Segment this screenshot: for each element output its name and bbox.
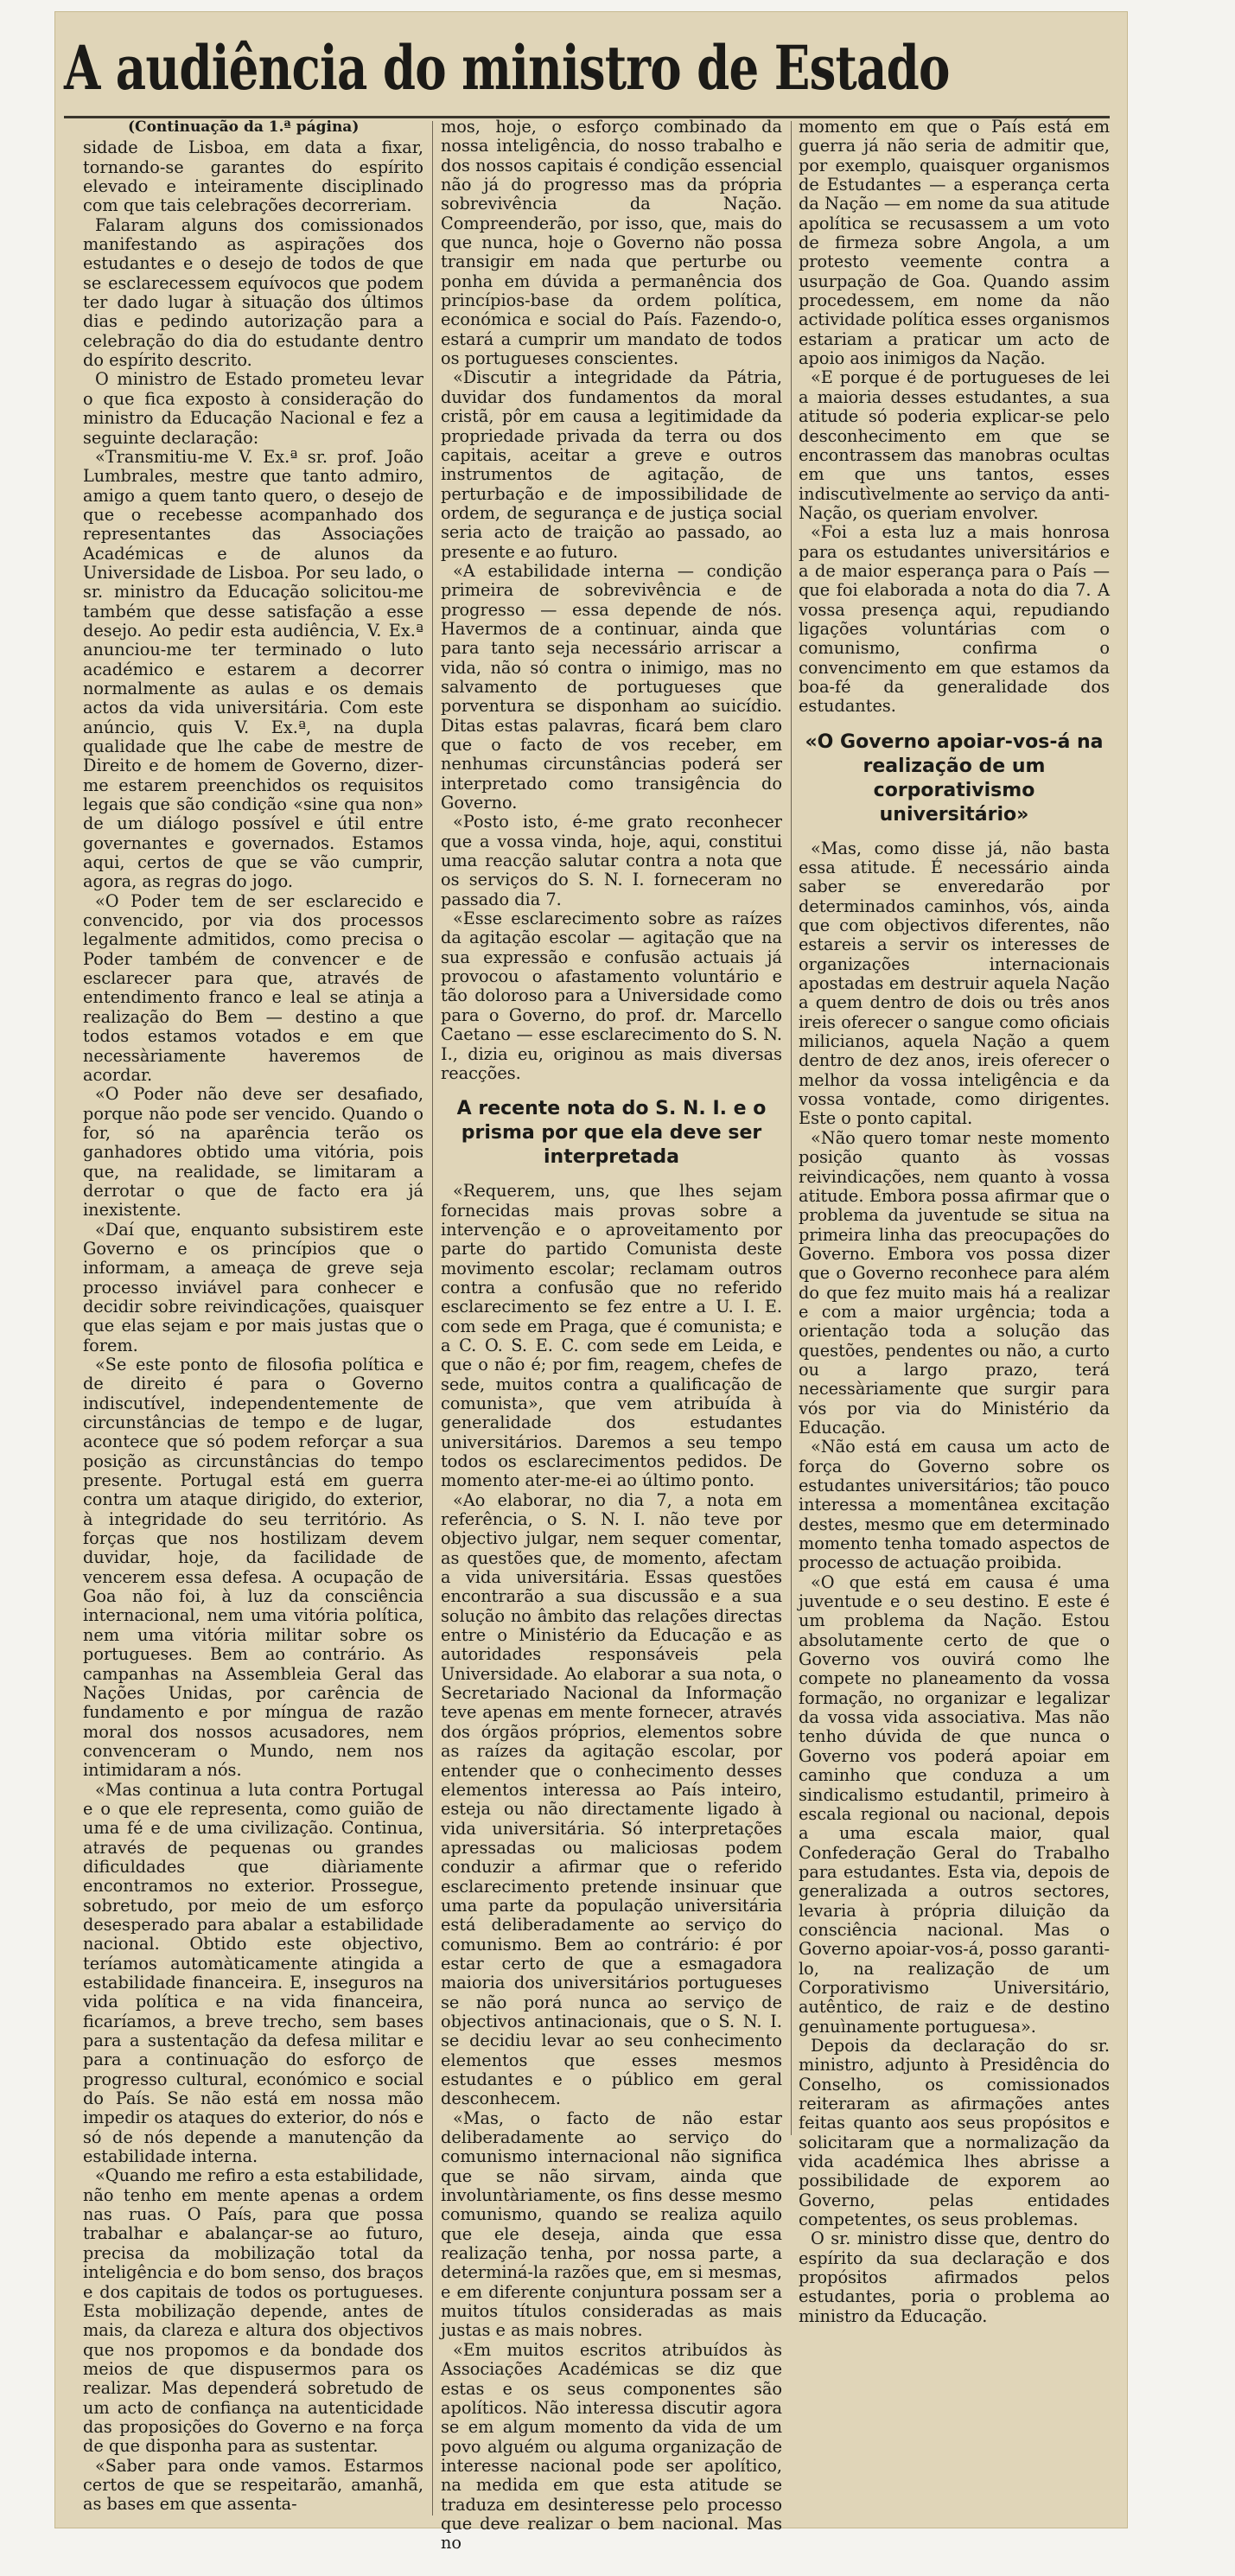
column-3-upper-paragraphs xyxy=(799,118,1110,717)
article-column-1 xyxy=(83,118,423,2516)
article-paragraph: «Transmitiu-me V. Ex.ª sr. prof. João Lumbrales, mestre que tanto admiro, amigo a quem tanto quero, o desejo de que o recebesse acompanhado dos representantes das Associações Académicas e de alunos da Universidade de Lisboa. Por seu lado, o sr. ministro da Educação solicitou-me também que desse satisfação a esse desejo. Ao pedir esta audiência, V. Ex.ª anunciou-me ter terminado o luto académico e estarem a decorrer normalmente as aulas e os demais actos da vida universitária. Com este anúncio, quis V. Ex.ª, na dupla qualidade que lhe cabe de mestre de Direito e de homem de Governo, dizer-me estarem preenchidos os requisitos legais que são condição «sine qua non» de um diálogo possível e útil entre governantes e governados. Estamos aqui, certos de que se vão cumprir, agora, as regras do jogo. xyxy=(83,446,423,892)
subhead-corporativismo: «O Governo apoiar-vos-á na realização de um corporativismo universitário» xyxy=(805,730,1104,826)
article-paragraph: «Se este ponto de filosofia política e de direito é para o Governo indiscutível, independentemente de circunstâncias de tempo e de lugar, acontece que só podem reforçar a sua posição as circunstâncias do tempo presente. Portugal está em guerra contra um ataque dirigido, do exterior, à integridade do seu território. As forças que nos hostilizam devem duvidar, hoje, da facilidade de vencerem essa defesa. A ocupação de Goa não foi, à luz da consciência internacional, nem uma vitória política, nem uma vitória militar sobre os portugueses. Bem ao contrário. As campanhas na Assembleia Geral das Nações Unidas, por carência de fundamento e por míngua de razão moral dos nossos acusadores, nem convenceram o Mundo, nem nos intimidaram a nós. xyxy=(83,1355,423,1781)
column-2-upper-paragraphs xyxy=(441,118,782,1083)
article-paragraph: «Não quero tomar neste momento posição quanto às vossas reivindicações, nem quanto à vossa atitude. Embora possa afirmar que o problema da juventude se situa na primeira linha das preocupações do Governo. Embora vos possa dizer que o Governo reconhece para além do que fez muito mais há a realizar e com a maior urgência; toda a orientação toda a solução das questões, pendentes ou não, a curto ou a largo prazo, terá necessàriamente que surgir para vós por via do Ministério da Educação. xyxy=(799,1127,1110,1438)
article-paragraph: «Discutir a integridade da Pátria, duvidar dos fundamentos da moral cristã, pôr em causa a legitimidade da propriedade privada da terra ou dos capitais, aceitar a greve e outros instrumentos de agitação, de perturbação e de impossibilidade de ordem, de segurança e de justiça social seria acto de traição ao passado, ao presente e ao futuro. xyxy=(441,367,782,562)
column-1-paragraphs xyxy=(83,138,423,2514)
article-paragraph: «Mas, o facto de não estar deliberadamente ao serviço do comunismo internacional não significa que se não sirvam, ainda que involuntàriamente, os fins desse mesmo comunismo, quando se realiza aquilo que ele deseja, ainda que essa realização tenha, por nossa parte, a determiná-la razões que, em si mesmas, e em diferente conjuntura possam ser a muitos títulos consideradas as mais justas e as mais nobres. xyxy=(441,2107,782,2341)
article-paragraph: «Requerem, uns, que lhes sejam fornecidas mais provas sobre a intervenção e o aproveitamento por parte do partido Comunista deste movimento escolar; reclamam outros contra a confusão que no referido esclarecimento se fez entre a U. I. E. com sede em Praga, que é comunista; e a C. O. S. E. C. com sede em Leida, e que o não é; por fim, reagem, chefes de sede, muitos contra a qualificação de comunista», que vem atribuída à generalidade dos estudantes universitários. Daremos a seu tempo todos os esclarecimentos pedidos. De momento ater-me-ei ao último ponto. xyxy=(441,1181,782,1491)
article-paragraph: «Mas, como disse já, não basta essa atitude. É necessário ainda saber se enveredarão por determinados caminhos, vós, ainda que com objectivos diferentes, não estareis a servir os interesses de organizações internacionais apostadas em destruir aquela Nação a quem dentro de dois ou três anos ireis oferecer o sangue como oficiais milicianos, aquela Nação a quem dentro de dez anos, ireis oferecer o melhor da vossa inteligência e da vossa vontade, como dirigentes. Este o ponto capital. xyxy=(799,838,1110,1129)
subhead-sni-note: A recente nota do S. N. I. e o prisma por que ela deve ser interpretada xyxy=(456,1098,767,1169)
article-paragraph: «Posto isto, é-me grato reconhecer que a vossa vinda, hoje, aqui, constitui uma reacção salutar contra a nota que os serviços do S. N. I. forneceram no passado dia 7. xyxy=(441,812,782,909)
column-divider-2 xyxy=(791,121,792,2135)
article-paragraph: «O que está em causa é uma juventude e o seu destino. E este é um problema da Nação. Estou absolutamente certo de que o Governo vos ouvirá como lhe compete no planeamento da vossa formação, no organizar e legalizar da vossa vida associativa. Mas não tenho dúvida de que nunca o Governo vos poderá apoiar em caminho que conduza a um sindicalismo estudantil, primeiro à escala regional ou nacional, depois a uma escala maior, qual Confederação Geral do Trabalho para estudantes. Esta via, depois de generalizada a outros sectores, levaria à própria diluição da consciência nacional. Mas o Governo apoiar-vos-á, posso garanti-lo, na realização de um Corporativismo Universitário, autêntico, de raiz e de destino genuìnamente portuguesa». xyxy=(799,1572,1110,2037)
article-paragraph: «Quando me refiro a esta estabilidade, não tenho em mente apenas a ordem nas ruas. O País, para que possa trabalhar e abalançar-se ao futuro, precisa da mobilização total da inteligência e do bom senso, dos braços e dos capitais de todos os portugueses. Esta mobilização depende, antes de mais, da clareza e altura dos objectivos que nos propomos e da bondade dos meios de que dispusermos para os realizar. Mas dependerá sobretudo de um acto de confiança na autenticidade das proposições do Governo e na força de que disponha para as sustentar. xyxy=(83,2165,423,2457)
article-paragraph: «O Poder não deve ser desafiado, porque não pode ser vencido. Quando o for, só na aparência terão os ganhadores obtido uma vitória, pois que, na realidade, se limitaram a derrotar o que de facto era já inexistente. xyxy=(83,1084,423,1221)
article-paragraph: «Em muitos escritos atribuídos às Associações Académicas se diz que estas e os seus componentes são apolíticos. Não interessa discutir agora se em algum momento da vida de um povo alguém ou alguma organização de interesse nacional pode ser apolítico, na medida em que esta atitude se traduza em desinteresse pelo processo que deve realizar o bem nacional. Mas no xyxy=(441,2339,782,2554)
article-paragraph: «Não está em causa um acto de força do Governo sobre os estudantes universitários; tão pouco interessa a momentânea excitação destes, mesmo que em determinado momento tenha tomado aspectos de processo de actuação proibida. xyxy=(799,1437,1110,1573)
article-paragraph: «Esse esclarecimento sobre as raízes da agitação escolar — agitação que na sua expressão e confusão actuais já provocou o afastamento voluntário e tão doloroso para a Universidade como para o Governo, do prof. dr. Marcello Caetano — esse esclarecimento do S. N. I., dizia eu, originou as mais diversas reacções. xyxy=(441,909,782,1083)
article-column-3 xyxy=(799,117,1110,2326)
article-paragraph: sidade de Lisboa, em data a fixar, tornando-se garantes do espírito elevado e inteiramente disciplinado com que tais celebrações decorreriam. xyxy=(83,137,423,216)
article-paragraph: «E porque é de portugueses de lei a maioria desses estudantes, a sua atitude só poderia explicar-se pelo desconhecimento em que se encontrassem das manobras ocultas em que uns tantos, esses indiscutìvelmente ao serviço da anti-Nação, os queriam envolver. xyxy=(799,367,1110,523)
article-paragraph: O ministro de Estado prometeu levar o que fica exposto à consideração do ministro da Educação Nacional e fez a seguinte declaração: xyxy=(83,369,423,448)
headline: A audiência do ministro de Estado xyxy=(64,32,950,104)
newspaper-clipping xyxy=(55,12,1127,2554)
article-paragraph: «Mas continua a luta contra Portugal e o que ele representa, como guião de uma fé e de uma civilização. Continua, através de pequenas ou grandes dificuldades que diàriamente encontramos no exterior. Prossegue, sobretudo, por meio de um esforço desesperado para abalar a estabilidade nacional. Obtido este objectivo, teríamos automàticamente atingida a estabilidade financeira. E, inseguros na vida política e na vida financeira, ficaríamos, a breve trecho, sem bases para a sustentação da defesa militar e para a continuação do esforço de progresso cultural, económico e social do País. Se não está em nossa mão impedir os ataques do exterior, do nós e só de nós depende a manutenção da estabilidade interna. xyxy=(83,1779,423,2167)
article-paragraph: «O Poder tem de ser esclarecido e convencido, por via dos processos legalmente admitidos, como precisa o Poder também de convencer e de esclarecer para que, através de entendimento franco e leal se atinja a realização do Bem — destino a que todos estamos votados e em que necessàriamente haveremos de acordar. xyxy=(83,890,423,1085)
article-paragraph: momento em que o País está em guerra já não seria de admitir que, por exemplo, quaisquer organismos de Estudantes — a esperança certa da Nação — em nome da sua atitude apolítica se recusassem a um voto de firmeza sobre Angola, a um protesto veemente contra a usurpação de Goa. Quando assim procedessem, em nome da não actividade política esses organismos estariam a praticar um acto de apoio aos inimigos da Nação. xyxy=(799,117,1110,369)
article-paragraph: Depois da declaração do sr. ministro, adjunto à Presidência do Conselho, os comissionados reiteraram as afirmações antes feitas quanto aos seus propósitos e solicitaram que a normalização da vida académica lhes abrisse a possibilidade de exporem ao Governo, pelas entidades competentes, os seus problemas. xyxy=(799,2035,1110,2230)
article-paragraph: O sr. ministro disse que, dentro do espírito da sua declaração e dos propósitos afirmados pelos estudantes, poria o problema ao ministro da Educação. xyxy=(799,2228,1110,2326)
article-paragraph: «Ao elaborar, no dia 7, a nota em referência, o S. N. I. não teve por objectivo julgar, nem sequer comentar, as questões que, de momento, afectam a vida universitária. Essas questões encontrarão a sua discussão e a sua solução no âmbito das relações directas entre o Ministério da Educação e as autoridades responsáveis pela Universidade. Ao elaborar a sua nota, o Secretariado Nacional da Informação teve apenas em mente fornecer, através dos órgãos próprios, elementos sobre as raízes da agitação escolar, por entender que o conhecimento desses elementos interessa ao País inteiro, esteja ou não directamente ligado à vida universitária. Só interpretações apressadas ou maliciosas podem conduzir a afirmar que o referido esclarecimento pretende insinuar que uma parte da população universitária está deliberadamente ao serviço do comunismo. Bem ao contrário: é por estar certo de que a esmagadora maioria dos universitários portugueses se não porá nunca ao serviço de objectivos antinacionais, que o S. N. I. se decidiu levar ao seu conhecimento elementos que esses mesmos estudantes e o público em geral desconhecem. xyxy=(441,1489,782,2109)
article-paragraph: «A estabilidade interna — condição primeira de sobrevivência e de progresso — essa depende de nós. Havermos de a continuar, ainda que para tanto seja necessário arriscar a vida, não só contra o inimigo, mas no salvamento de portugueses que porventura se disponham ao suicídio. Ditas estas palavras, ficará bem claro que o facto de vos receber, em nenhumas circunstâncias poderá ser interpretado como transigência do Governo. xyxy=(441,560,782,813)
article-paragraph: «Daí que, enquanto subsistirem este Governo e os princípios que o informam, a ameaça de greve seja processo inviável para conhecer e decidir sobre reivindicações, quaisquer que elas sejam e por mais justas que o forem. xyxy=(83,1219,423,1355)
article-column-2 xyxy=(441,117,782,2554)
column-2-lower-paragraphs xyxy=(441,1182,782,2553)
article-paragraph: Falaram alguns dos comissionados manifestando as aspirações dos estudantes e o desejo de todos de que se esclarecessem equívocos que podem ter dado lugar à situação dos últimos dias e pedindo autorização para a celebração do dia do estudante dentro do espírito descrito. xyxy=(83,214,423,371)
article-paragraph: «Saber para onde vamos. Estarmos certos de que se respeitarão, amanhã, as bases em que assenta- xyxy=(83,2455,423,2515)
article-paragraph: «Foi a esta luz a mais honrosa para os estudantes universitários e a de maior esperança para o País — que foi elaborada a nota do dia 7. A vossa presença aqui, repudiando ligações voluntárias com o comunismo, confirma o convencimento em que estamos da boa-fé da generalidade dos estudantes. xyxy=(799,522,1110,717)
article-paragraph: mos, hoje, o esforço combinado da nossa inteligência, do nosso trabalho e dos nossos capitais é condição essencial não já do progresso mas da própria sobrevivência da Nação. Compreenderão, por isso, que, mais do que nunca, hoje o Governo não possa transigir em nada que perturbe ou ponha em dúvida a permanência dos princípios-base da ordem política, económica e social do País. Fazendo-o, estará a cumprir um mandato de todos os portugueses conscientes. xyxy=(441,117,782,369)
column-divider-1 xyxy=(432,121,433,2515)
continuation-tag: (Continuação da 1.ª página) xyxy=(128,118,360,136)
column-3-lower-paragraphs xyxy=(799,839,1110,2326)
